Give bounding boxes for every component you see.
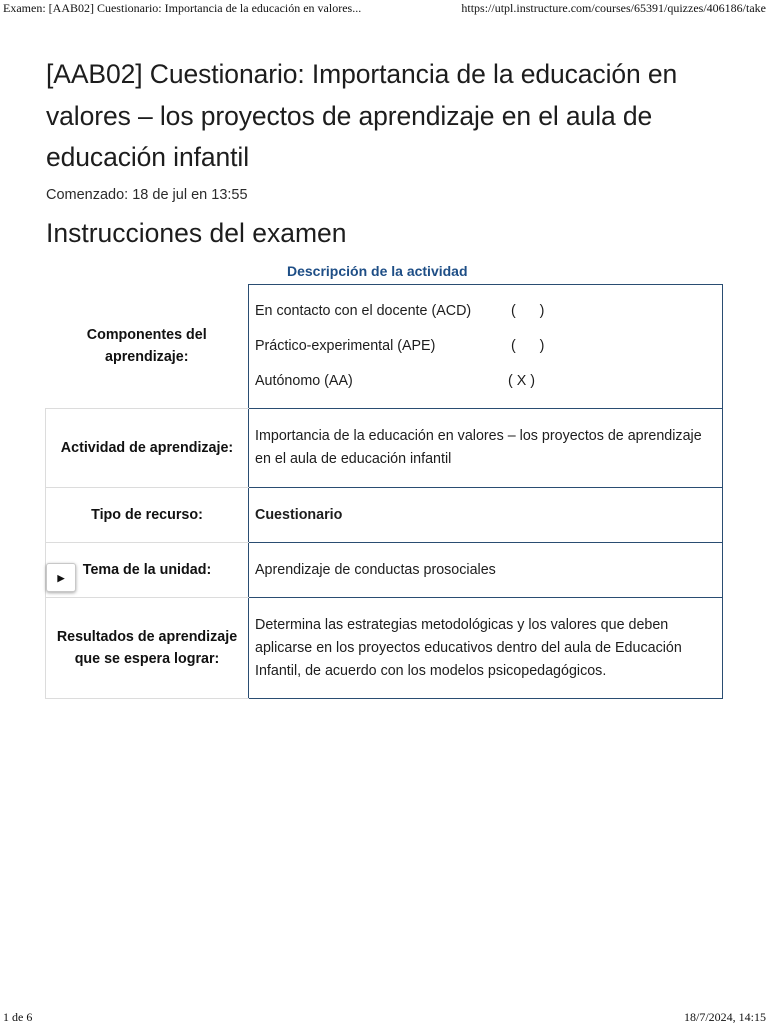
table-row (46, 409, 723, 488)
print-datetime: 18/7/2024, 14:15 (683, 1010, 766, 1024)
play-triangle-icon: ▶ (57, 572, 65, 583)
component-item (255, 329, 716, 364)
table-caption: Descripción de la actividad (287, 263, 468, 279)
unit-theme-header (46, 543, 249, 598)
quiz-title: [AAB02] Cuestionario: Importancia de la educación en valores – los proyectos de aprendizaje en el aula de educación infantil (46, 59, 678, 172)
table-row (46, 543, 723, 598)
print-url[interactable]: https://utpl.instructure.com/courses/65391/quizzes/406186/take (461, 1, 766, 15)
resource-value: Cuestionario (249, 488, 723, 543)
quiz-content (46, 54, 736, 250)
components-header: Componentes del aprendizaje: (46, 285, 249, 409)
print-page-title: Examen: [AAB02] Cuestionario: Importancia de la educación en valores... (3, 1, 362, 15)
activity-header: Actividad de aprendizaje: (46, 409, 249, 488)
unit-theme-label: Tema de la unidad: (82, 562, 212, 578)
expand-button[interactable] (46, 563, 76, 592)
table-row (46, 488, 723, 543)
page-counter: 1 de 6 (3, 1010, 33, 1024)
outcomes-value: Determina las estrategias metodológicas y los valores que deben aplicarse en los proyectos educativos dentro del aula de Educación Infantil, de acuerdo con los modelos psicopedagógicos. (249, 598, 723, 699)
component-item (255, 294, 716, 329)
component-item (255, 364, 716, 399)
instructions-heading: Instrucciones del examen (46, 217, 347, 248)
activity-description-table (45, 284, 723, 699)
print-footer (0, 1009, 768, 1024)
component-label: Autónomo (AA) (255, 373, 353, 389)
unit-theme-value: Aprendizaje de conductas prosociales (249, 543, 723, 598)
components-cell (249, 285, 723, 409)
outcomes-header: Resultados de aprendizaje que se espera lograr: (46, 598, 249, 699)
component-label: En contacto con el docente (ACD) (255, 303, 472, 319)
print-header (0, 0, 768, 16)
activity-value: Importancia de la educación en valores – los proyectos de aprendizaje en el aula de educación infantil (249, 409, 723, 488)
table-row (46, 285, 723, 409)
component-mark: ( X ) (508, 373, 536, 389)
resource-header: Tipo de recurso: (46, 488, 249, 543)
component-label: Práctico-experimental (APE) (255, 338, 436, 354)
started-timestamp: Comenzado: 18 de jul en 13:55 (46, 186, 248, 203)
component-mark: ( ) (511, 303, 545, 319)
component-mark: ( ) (511, 338, 545, 354)
table-row (46, 598, 723, 699)
